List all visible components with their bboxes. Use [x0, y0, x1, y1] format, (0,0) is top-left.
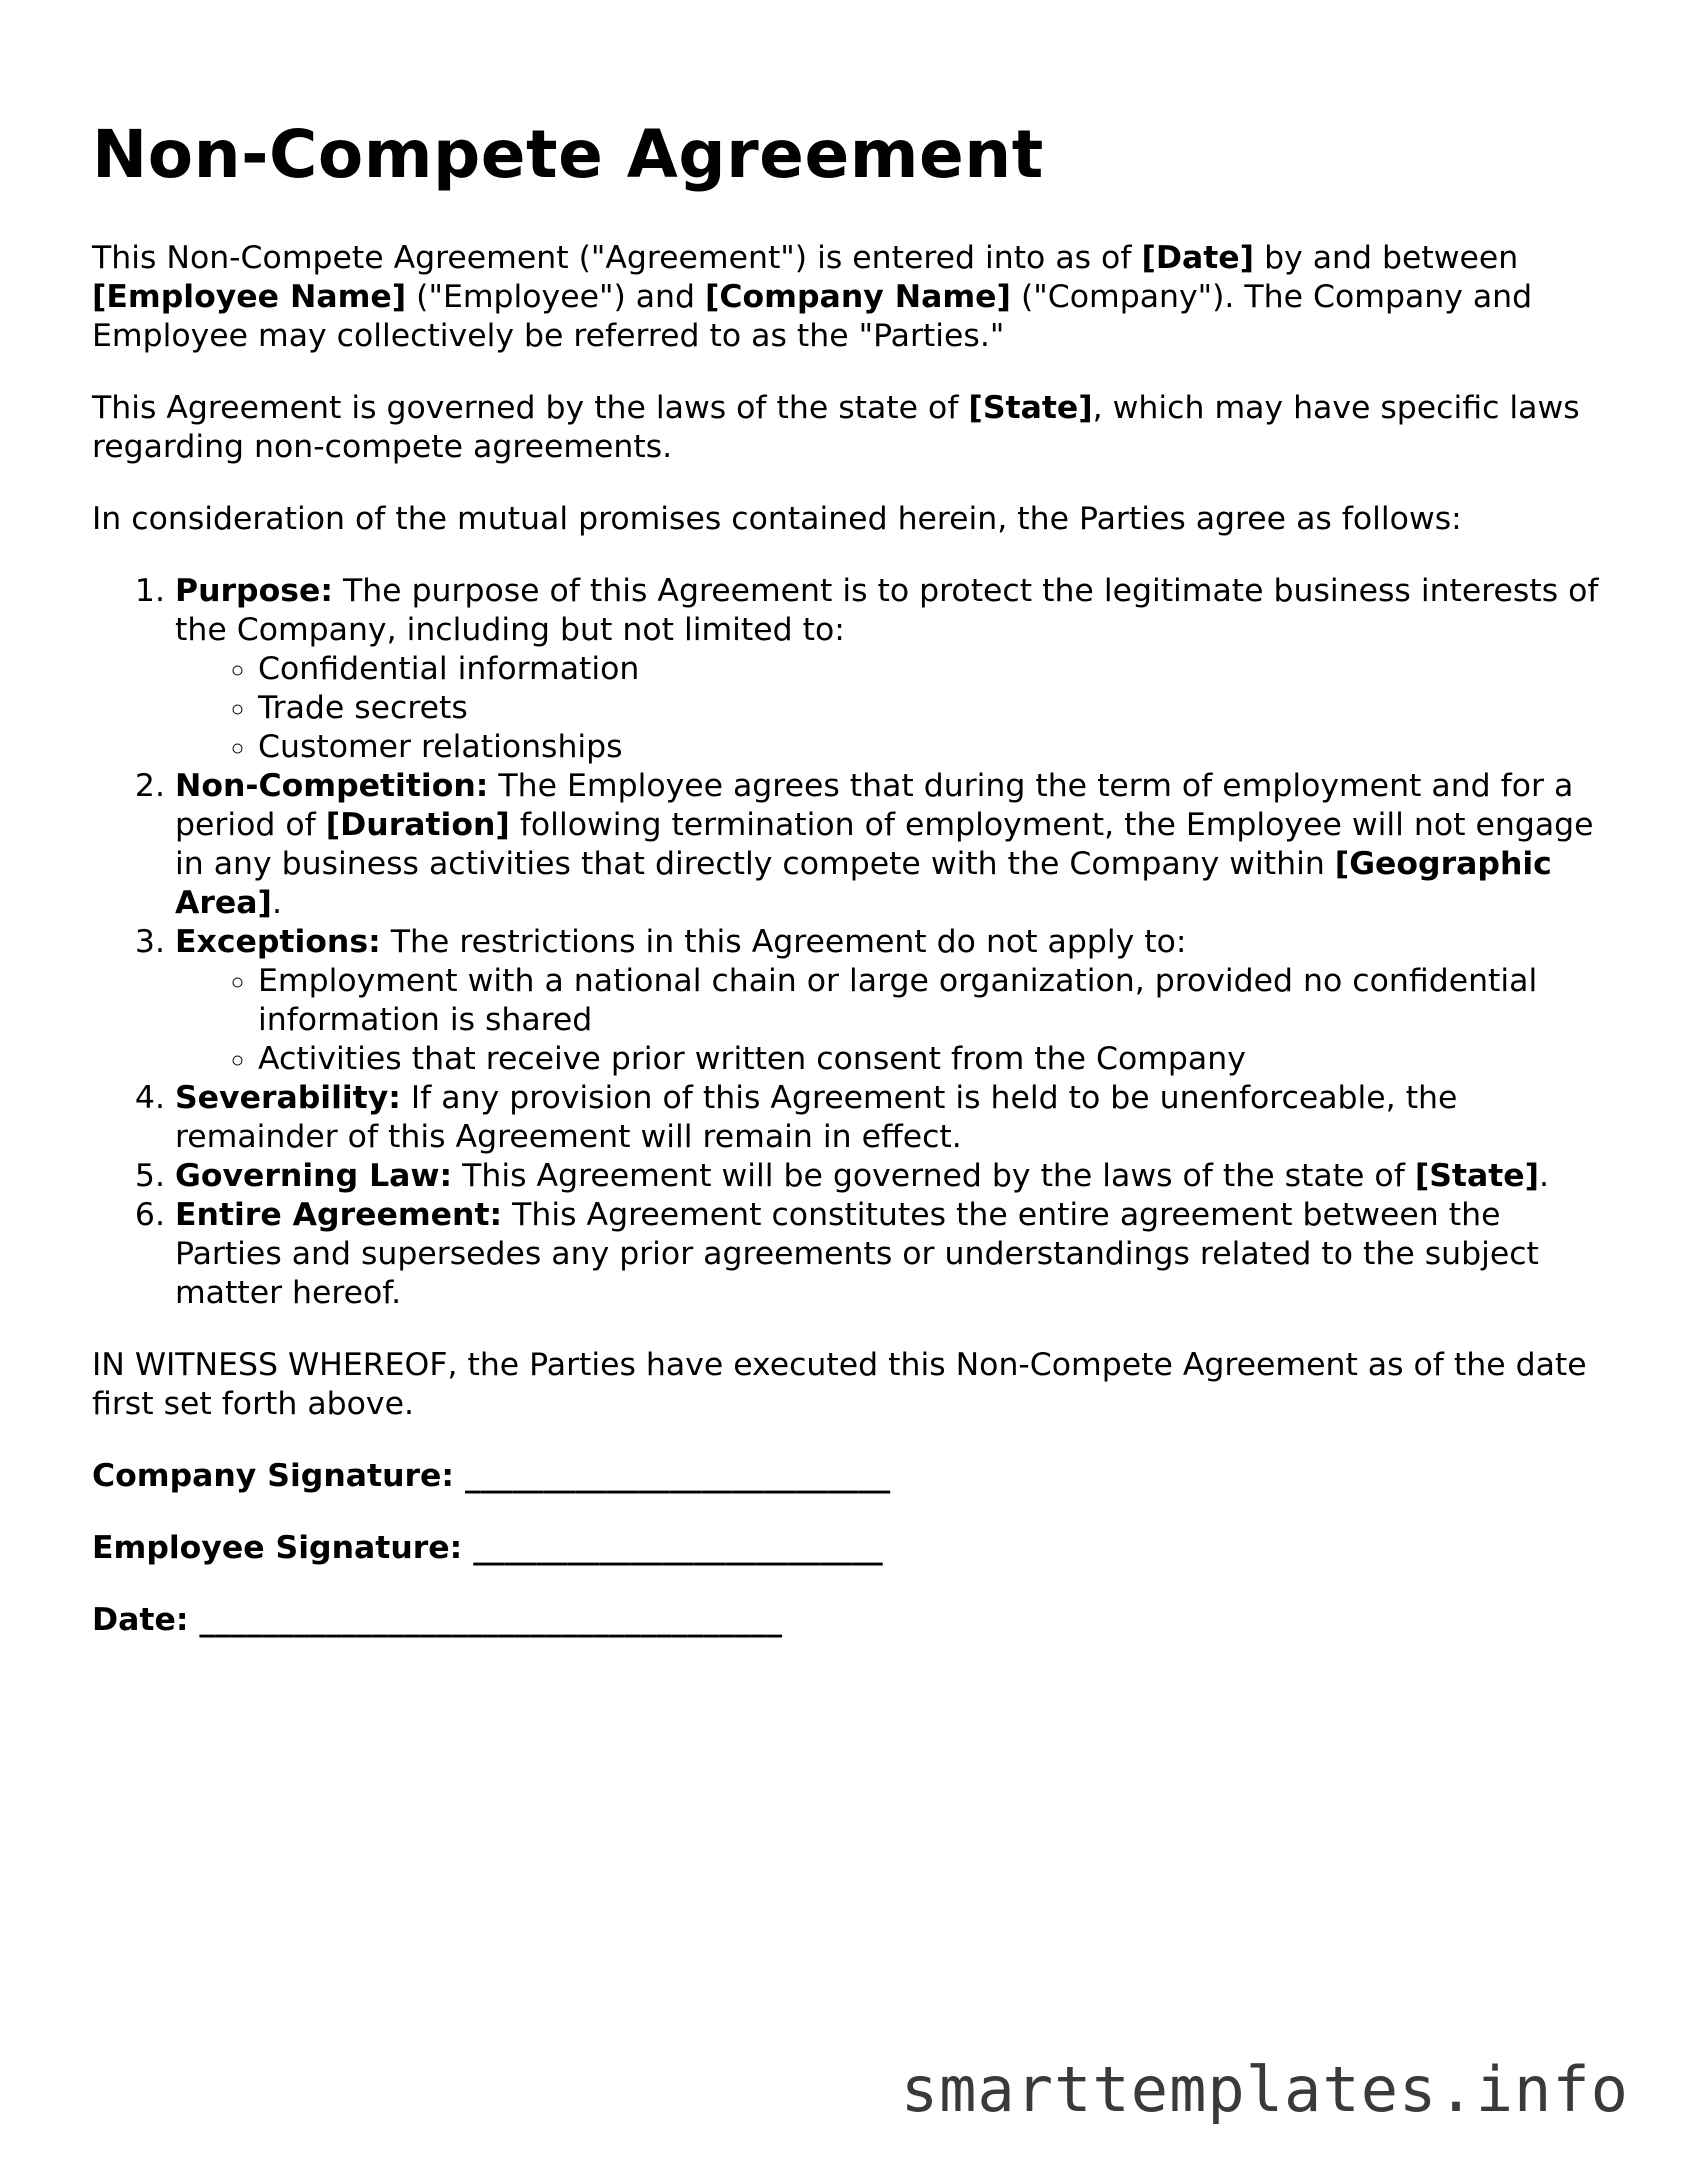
- intro-text: ("Company"). The Company and Employee may collectively be referred to as the "Parties.": [92, 279, 1533, 354]
- terms-list: [92, 572, 1602, 1313]
- exceptions-label: Exceptions:: [175, 924, 381, 960]
- company-name-placeholder: [Company Name]: [705, 279, 1011, 315]
- geographic-area-placeholder: [Geographic Area]: [175, 846, 1552, 921]
- purpose-sublist: [175, 650, 1602, 767]
- list-item-severability: [175, 1079, 1602, 1157]
- date-signature-line: Date: _____________________________________: [92, 1602, 783, 1638]
- purpose-label: Purpose:: [175, 573, 333, 609]
- state-placeholder: [State]: [968, 390, 1093, 426]
- governing-law-text: This Agreement will be governed by the laws of the state of: [452, 1158, 1415, 1194]
- employee-name-placeholder: [Employee Name]: [92, 279, 407, 315]
- non-competition-text: The Employee agrees that during the term of employment and for a period of: [175, 768, 1574, 843]
- list-item: ◦ Employment with a national chain or large organization, provided no confidential information is shared: [258, 962, 1602, 1040]
- state-placeholder: [State]: [1414, 1158, 1540, 1194]
- list-item: ◦ Customer relationships: [258, 728, 1602, 767]
- document-page: [92, 115, 1602, 1673]
- consideration-paragraph: In consideration of the mutual promises contained herein, the Parties agree as follows:: [92, 501, 1462, 537]
- document-title: Non-Compete Agreement: [92, 116, 1044, 193]
- non-competition-text: .: [271, 885, 282, 921]
- duration-placeholder: [Duration]: [325, 807, 510, 843]
- governed-paragraph: [92, 389, 1602, 467]
- severability-text: If any provision of this Agreement is held to be unenforceable, the remainder of this Agreement will remain in effect.: [175, 1080, 1458, 1155]
- governing-law-text: .: [1539, 1158, 1550, 1194]
- list-item-governing-law: [175, 1157, 1602, 1196]
- list-item-purpose: [175, 572, 1602, 767]
- list-item: ◦ Activities that receive prior written consent from the Company: [258, 1040, 1602, 1079]
- governing-law-label: Governing Law:: [175, 1158, 453, 1194]
- governed-text: This Agreement is governed by the laws of the state of: [92, 390, 969, 426]
- intro-text: ("Employee") and: [406, 279, 706, 315]
- non-competition-label: Non-Competition:: [175, 768, 489, 804]
- list-item-non-competition: [175, 767, 1602, 923]
- entire-agreement-text: This Agreement constitutes the entire agreement between the Parties and supersedes any prior agreements or understandings related to the subject matter hereof.: [175, 1197, 1539, 1311]
- list-item-exceptions: [175, 923, 1602, 1079]
- intro-paragraph: [92, 239, 1602, 356]
- exceptions-text: The restrictions in this Agreement do not apply to:: [380, 924, 1187, 960]
- list-item-entire-agreement: [175, 1196, 1602, 1313]
- list-item: ◦ Confidential information: [258, 650, 1602, 689]
- employee-signature-line: Employee Signature: __________________________: [92, 1530, 883, 1566]
- intro-text: This Non-Compete Agreement ("Agreement") is entered into as of: [92, 240, 1142, 276]
- purpose-text: The purpose of this Agreement is to protect the legitimate business interests of the Company, including but not limited to:: [175, 573, 1599, 648]
- witness-paragraph: IN WITNESS WHEREOF, the Parties have executed this Non-Compete Agreement as of the date first set forth above.: [92, 1347, 1587, 1422]
- intro-text: by and between: [1254, 240, 1519, 276]
- severability-label: Severability:: [175, 1080, 401, 1116]
- date-placeholder: [Date]: [1141, 240, 1255, 276]
- non-competition-text: following termination of employment, the Employee will not engage in any business activities that directly compete with the Company within: [175, 807, 1594, 882]
- entire-agreement-label: Entire Agreement:: [175, 1197, 503, 1233]
- governed-text: , which may have specific laws regarding non-compete agreements.: [92, 390, 1580, 465]
- exceptions-sublist: [175, 962, 1602, 1079]
- watermark: smarttemplates.info: [900, 2053, 1629, 2126]
- list-item: ◦ Trade secrets: [258, 689, 1602, 728]
- company-signature-line: Company Signature: ___________________________: [92, 1458, 891, 1494]
